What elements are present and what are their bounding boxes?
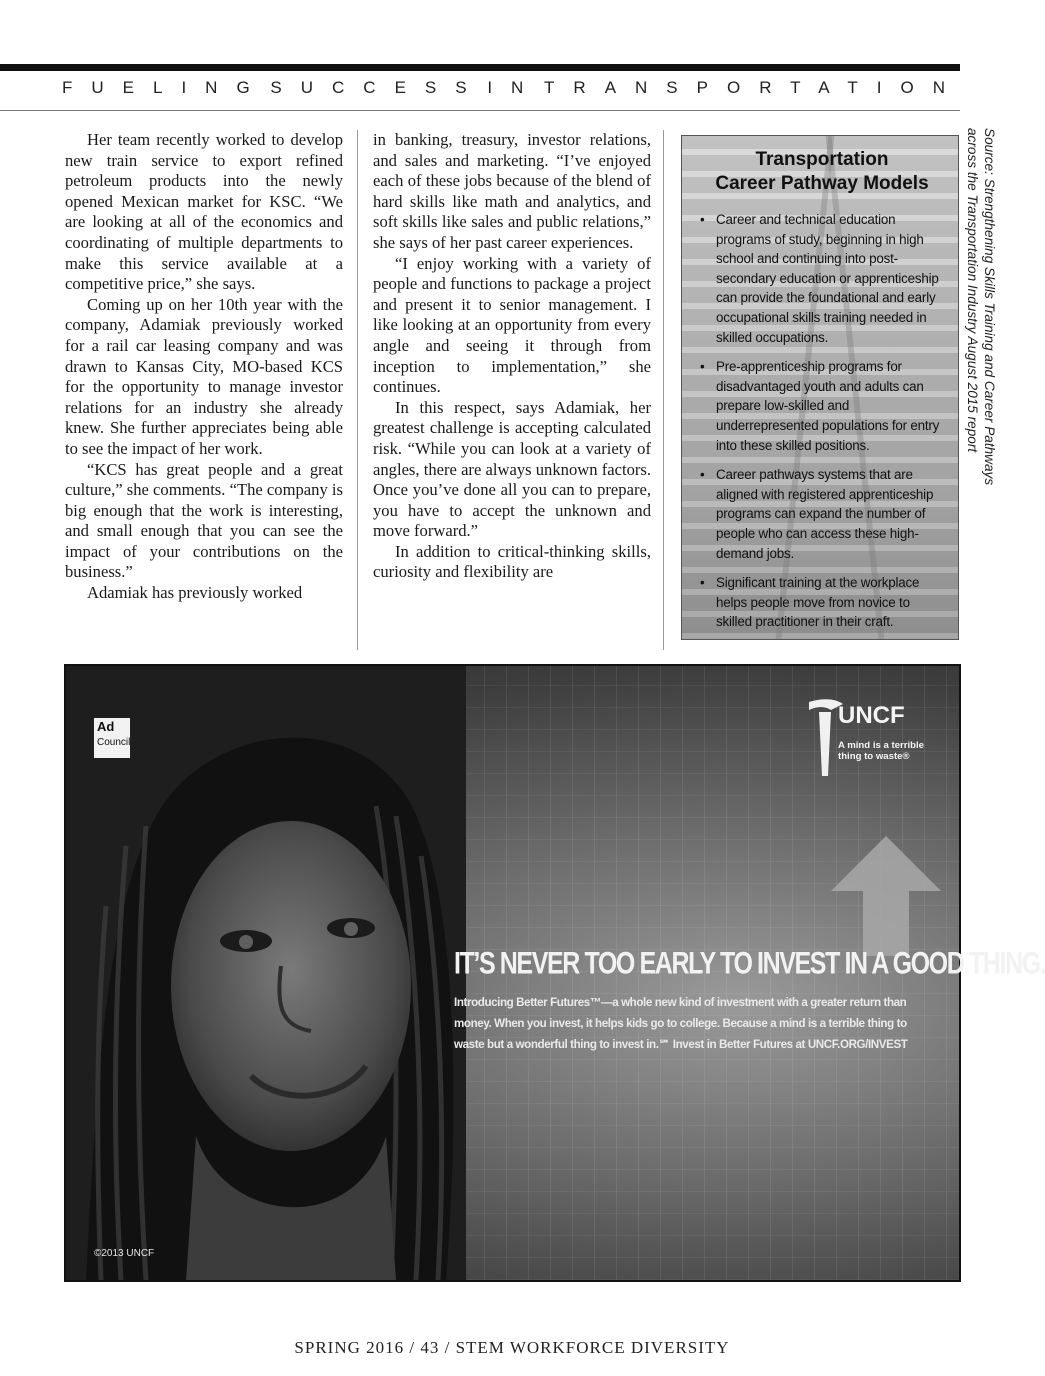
page-footer: SPRING 2016 / 43 / STEM WORKFORCE DIVERSITY [294, 1338, 730, 1357]
ad-council-logo-text: Ad [97, 719, 115, 734]
column-divider [357, 130, 358, 650]
sidebar-list [700, 210, 944, 632]
up-arrow-icon [831, 836, 941, 956]
sidebar-list-item: • Career and technical education programs of study, beginning in high school and continuing into post-secondary education or apprenticeship can provide the foundational and early occupational skills training needed in skilled occupations. [700, 210, 944, 347]
paragraph: Her team recently worked to develop new train service to export refined petroleum products into the newly opened Mexican market for KSC. “We are looking at all of the economics and coordinating of multiple departments to make this service available at a competitive price,” she says. [65, 130, 343, 294]
header-word: TRANSPORTATION [544, 78, 964, 97]
uncf-brand: UNCF [838, 702, 905, 729]
sidebar-list-item: • Pre-apprenticeship programs for disadvantaged youth and adults can prepare low-skilled and underrepresented populations for entry into these skilled positions. [700, 357, 944, 455]
header-word: SUCCESS [270, 78, 486, 97]
paragraph: Coming up on her 10th year with the company, Adamiak previously worked for a rail car leasing company and was drawn to Kansas City, MO-based KCS for the opportunity to manage investor relations for an industry she already knew. She further appreciates being able to see the impact of her work. [65, 294, 343, 458]
sidebar-list-item: • Significant training at the workplace helps people move from novice to skilled practitioner in their craft. [700, 573, 944, 632]
top-rule [0, 64, 960, 71]
paragraph: in banking, treasury, investor relations, and sales and marketing. “I’ve enjoyed each of these jobs because of the blend of hard skills like math and analytics, and soft skills like sales and public relations,” she says of her past career experiences. [373, 130, 651, 252]
uncf-advertisement [64, 664, 1045, 1282]
header-rule [0, 110, 960, 111]
header-word: FUELING [62, 78, 269, 97]
ad-body-text: Introducing Better Futures™—a whole new kind of investment with a greater return than money. When you invest, it helps kids go to college. Because a mind is a terrible thing to waste but a wonderful thing to invest in.℠ Invest in Better Futures at UNCF.ORG/INVEST [454, 996, 908, 1051]
running-header [62, 78, 964, 98]
ad-council-logo [94, 718, 130, 758]
sidebar-title-line: Career Pathway Models [715, 173, 929, 194]
paragraph: “KCS has great people and a great culture,” she comments. “The company is big enough that the work is interesting, and small enough that you can see the impact of your contributions on the business.” [65, 459, 343, 582]
paragraph: “I enjoy working with a variety of people and functions to package a project and present it to senior management. I like looking at an opportunity from every angle and seeing it through from inception to implementation,” she continues. [373, 253, 651, 397]
ad-copyright: ©2013 UNCF [94, 1248, 155, 1259]
sidebar-title-line: Transportation [755, 149, 889, 170]
ad-council-logo-text: Council [97, 737, 131, 748]
uncf-tagline: A mind is a terrible thing to waste® [838, 740, 925, 762]
source-credit: Source: Strengthening Skills Training and Career Pathways across the Transportation Industry August 2015 report [965, 128, 997, 486]
ad-headline: IT’S NEVER TOO EARLY TO INVEST IN A GOOD THING. [454, 946, 1045, 981]
column-divider [663, 130, 664, 650]
paragraph: In this respect, says Adamiak, her greatest challenge is accepting calculated risk. “While you can look at a variety of angles, there are always unknown factors. Once you’ve done all you can to prepare, you have to accept the unknown and move forward.” [373, 397, 651, 541]
career-pathway-sidebar [681, 135, 959, 640]
article-column-1 [65, 130, 343, 604]
paragraph: Adamiak has previously worked [87, 583, 303, 603]
sidebar-list-item: • Career pathways systems that are aligned with registered apprenticeship programs can expand the number of people who can access these high-demand jobs. [700, 465, 944, 563]
portrait-photo [66, 666, 466, 1280]
paragraph: In addition to critical-thinking skills, curiosity and flexibility are [373, 541, 651, 582]
sidebar-title [700, 148, 944, 196]
header-word: IN [487, 78, 543, 97]
article-column-2 [373, 130, 651, 583]
